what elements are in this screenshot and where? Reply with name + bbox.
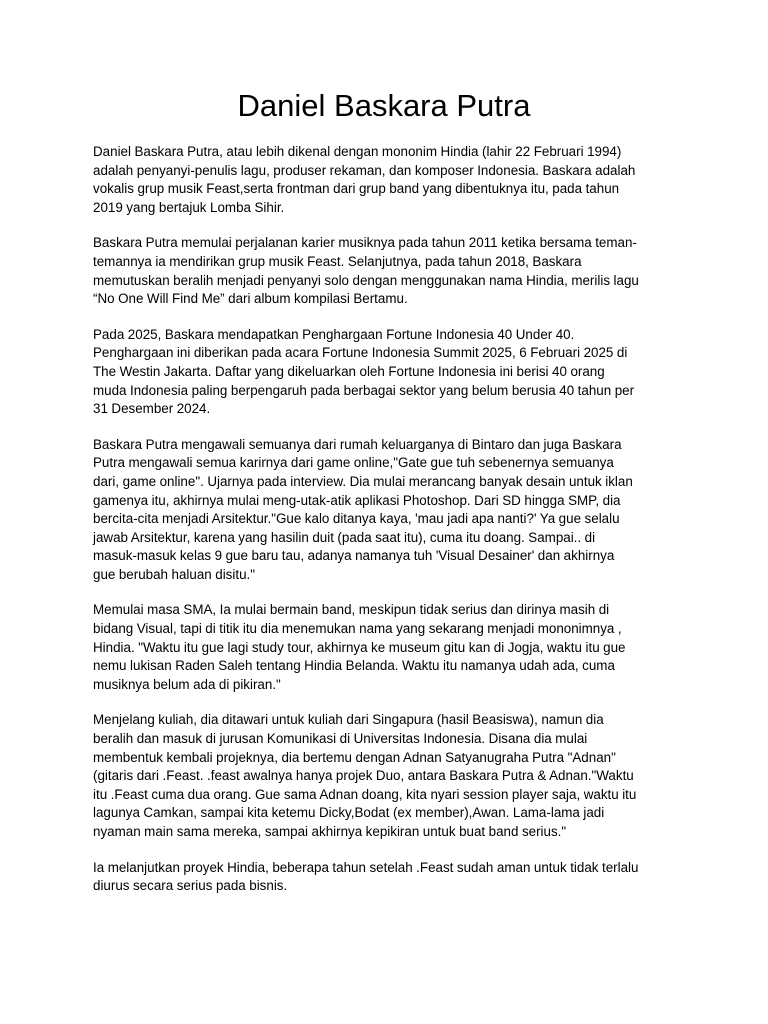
document-body [93, 143, 683, 913]
paragraph-high-school: Memulai masa SMA, Ia mulai bermain band, meskipun tidak serius dan dirinya masih di bidang Visual, tapi di titik itu dia menemukan nama yang sekarang menjadi mononimnya , Hindia. "Waktu itu gue lagi study tour, akhirnya ke museum gitu kan di Jogja, waktu itu gue nemu lukisan Raden Saleh tentang Hindia Belanda. Waktu itu namanya udah ada, cuma musiknya belum ada di pikiran." [93, 602, 626, 692]
paragraph-intro: Daniel Baskara Putra, atau lebih dikenal dengan mononim Hindia (lahir 22 Februari 1994) adalah penyanyi-penulis lagu, produser rekaman, dan komposer Indonesia. Baskara adalah vokalis grup musik Feast,serta frontman dari grup band yang dibentuknya itu, pada tahun 2019 yang bertajuk Lomba Sihir. [93, 144, 636, 215]
paragraph-university: Menjelang kuliah, dia ditawari untuk kuliah dari Singapura (hasil Beasiswa), namun dia beralih dan masuk di jurusan Komunikasi di Universitas Indonesia. Disana dia mulai membentuk kembali projeknya, dia bertemu dengan Adnan Satyanugraha Putra "Adnan" (gitaris dari .Feast. .feast awalnya hanya projek Duo, antara Baskara Putra & Adnan."Waktu itu .Feast cuma dua orang. Gue sama Adnan doang, kita nyari session player saja, waktu itu lagunya Camkan, sampai kita ketemu Dicky,Bodat (ex member),Awan. Lama-lama jadi nyaman main sama mereka, sampai akhirnya kepikiran untuk buat band serius." [93, 712, 637, 839]
page-title: Daniel Baskara Putra [237, 88, 531, 123]
paragraph-award: Pada 2025, Baskara mendapatkan Penghargaan Fortune Indonesia 40 Under 40. Penghargaan ini diberikan pada acara Fortune Indonesia Summit 2025, 6 Februari 2025 di The Westin Jakarta. Daftar yang dikeluarkan oleh Fortune Indonesia ini berisi 40 orang muda Indonesia paling berpengaruh pada berbagai sektor yang belum berusia 40 tahun per 31 Desember 2024. [93, 326, 635, 417]
paragraph-hindia-project: Ia melanjutkan proyek Hindia, beberapa tahun setelah .Feast sudah aman untuk tidak terlalu diurus secara serius pada bisnis. [93, 859, 639, 894]
paragraph-early-life: Baskara Putra mengawali semuanya dari rumah keluarganya di Bintaro dan juga Baskara Putra mengawali semua karirnya dari game online,"Gate gue tuh sebenernya semuanya dari, game online". Ujarnya pada interview. Dia mulai merancang banyak desain untuk iklan gamenya itu, akhirnya mulai meng-utak-atik aplikasi Photoshop. Dari SD hingga SMP, dia bercita-cita menjadi Arsitektur."Gue kalo ditanya kaya, 'mau jadi apa nanti?' Ya gue selalu jawab Arsitektur, karena yang hasilin duit (pada saat itu), cuma itu doang. Sampai.. di masuk-masuk kelas 9 gue baru tau, adanya namanya tuh 'Visual Desainer' dan akhirnya gue berubah haluan disitu." [93, 436, 633, 582]
paragraph-career-start: Baskara Putra memulai perjalanan karier musiknya pada tahun 2011 ketika bersama teman- temannya ia mendirikan grup musik Feast. Selanjutnya, pada tahun 2018, Baskara memutuskan beralih menjadi penyanyi solo dengan menggunakan nama Hindia, merilis lagu “No One Will Find Me” dari album kompilasi Bertamu. [93, 235, 639, 307]
